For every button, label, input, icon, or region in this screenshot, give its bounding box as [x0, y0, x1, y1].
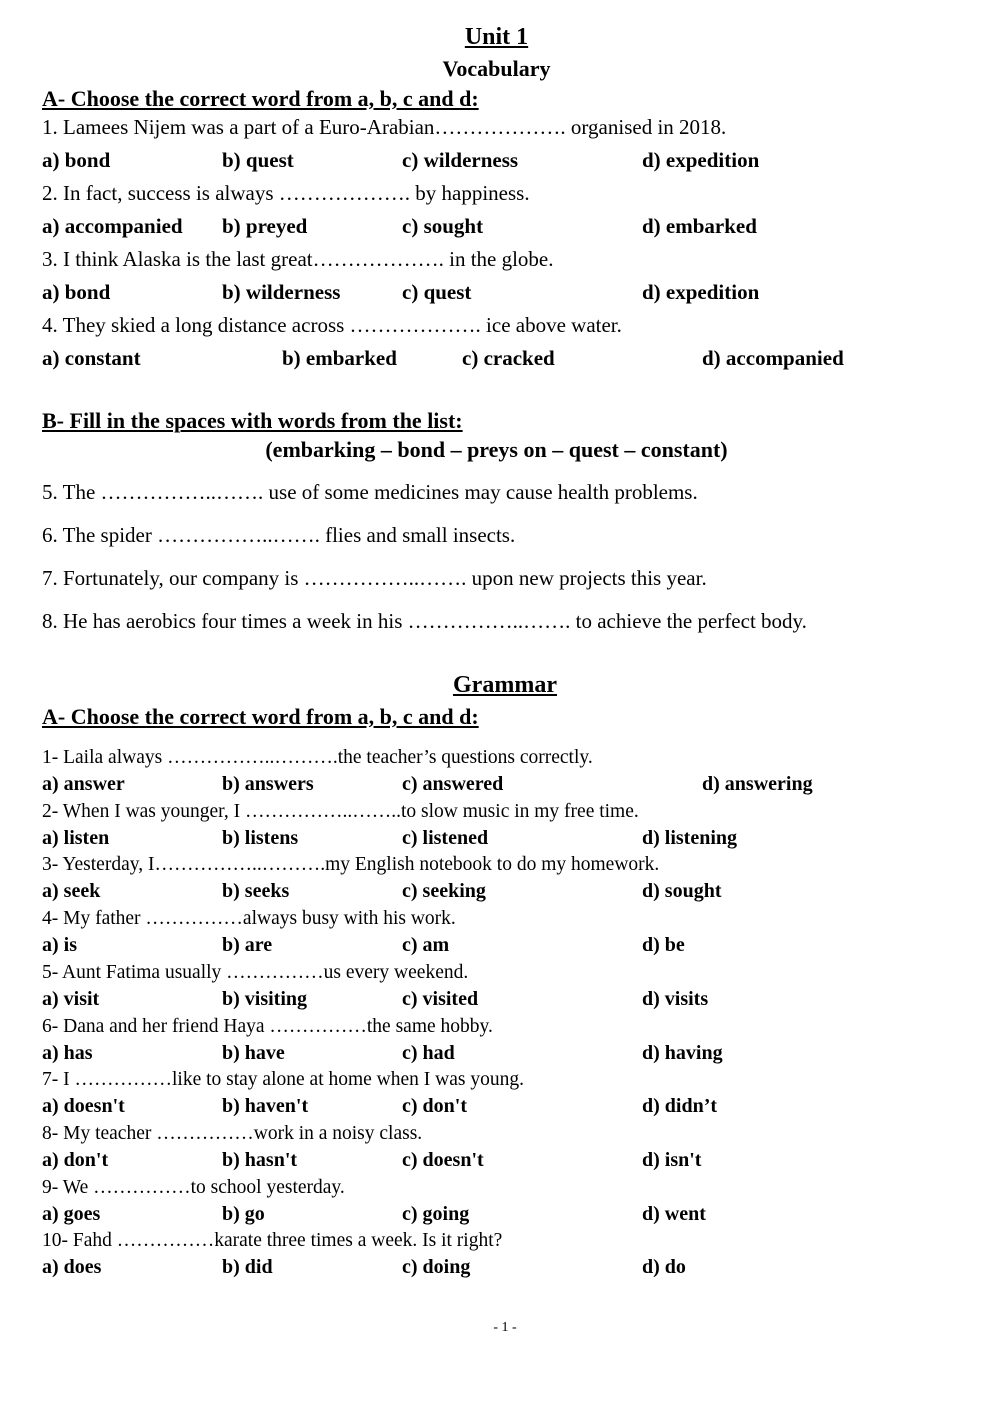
option-d: d) didn’t [642, 1095, 718, 1118]
option-b: b) are [222, 934, 273, 957]
grammar-question: 10- Fahd ……………karate three times a week. Is it right? [42, 1230, 503, 1252]
option-a: a) goes [42, 1202, 101, 1225]
option-c: c) wilderness [402, 148, 519, 172]
option-b: b) wilderness [222, 280, 341, 304]
option-c: c) doesn't [402, 1148, 484, 1171]
option-b: b) quest [222, 148, 294, 172]
vocab-question: 1. Lamees Nijem was a part of a Euro-Arabian………………. organised in 2018. [42, 115, 727, 139]
grammar-question: 2- When I was younger, I ……………..……..to slow music in my free time. [42, 800, 639, 822]
grammar-question: 5- Aunt Fatima usually ……………us every weekend. [42, 961, 469, 983]
option-c: c) cracked [462, 346, 555, 370]
option-a: a) listen [42, 826, 110, 849]
option-a: a) constant [42, 346, 141, 370]
option-b: b) preyed [222, 214, 308, 238]
option-d: d) accompanied [702, 346, 844, 370]
option-c: c) doing [402, 1256, 471, 1279]
option-d: d) isn't [642, 1148, 702, 1171]
option-d: d) having [642, 1041, 723, 1064]
unit-title: Unit 1 [464, 24, 529, 50]
option-d: d) went [642, 1202, 706, 1225]
option-c: c) listened [402, 826, 489, 849]
fill-sentence: 8. He has aerobics four times a week in his ……………..……. to achieve the perfect body. [42, 609, 807, 633]
option-a: a) doesn't [42, 1095, 125, 1118]
option-a: a) has [42, 1041, 93, 1064]
option-a: a) seek [42, 880, 101, 903]
option-d: d) sought [642, 880, 722, 903]
grammar-question: 3- Yesterday, I……………..……….my English notebook to do my homework. [42, 854, 660, 876]
fill-sentence: 7. Fortunately, our company is ……………..……. upon new projects this year. [42, 566, 707, 590]
option-d: d) embarked [642, 214, 757, 238]
grammar-question: 4- My father ……………always busy with his work. [42, 908, 456, 930]
option-c: c) quest [402, 280, 472, 304]
option-b: b) did [222, 1256, 273, 1279]
option-d: d) do [642, 1256, 686, 1279]
word-list: (embarking – bond – preys on – quest – constant) [265, 437, 728, 462]
grammar-question: 7- I ……………like to stay alone at home when I was young. [42, 1069, 524, 1091]
option-a: a) answer [42, 773, 125, 795]
option-d: d) expedition [642, 148, 760, 172]
option-c: c) had [402, 1041, 455, 1064]
fill-sentence: 6. The spider ……………..……. flies and small insects. [42, 523, 516, 547]
option-a: a) is [42, 934, 77, 957]
option-a: a) accompanied [42, 214, 183, 238]
page-number: - 1 - [493, 1320, 517, 1335]
vocab-question: 4. They skied a long distance across ………………. ice above water. [42, 313, 622, 337]
option-d: d) answering [702, 773, 813, 795]
vocabulary-title: Vocabulary [442, 56, 551, 81]
option-a: a) does [42, 1256, 102, 1279]
option-b: b) have [222, 1041, 285, 1064]
option-d: d) be [642, 934, 685, 957]
vocab-question: 2. In fact, success is always ………………. by happiness. [42, 181, 530, 205]
vocab-a-heading: A- Choose the correct word from a, b, c and d: [42, 86, 479, 111]
option-c: c) don't [402, 1095, 467, 1118]
vocab-b-heading: B- Fill in the spaces with words from the list: [42, 408, 463, 433]
grammar-question: 6- Dana and her friend Haya ……………the same hobby. [42, 1015, 493, 1037]
grammar-question: 8- My teacher ……………work in a noisy class. [42, 1122, 423, 1144]
option-b: b) visiting [222, 987, 308, 1010]
option-b: b) seeks [222, 880, 290, 903]
option-a: a) bond [42, 280, 111, 304]
option-a: a) don't [42, 1148, 109, 1171]
option-b: b) answers [222, 773, 314, 795]
option-c: c) seeking [402, 880, 486, 903]
grammar-question: 9- We ……………to school yesterday. [42, 1176, 345, 1198]
option-b: b) go [222, 1202, 265, 1225]
fill-sentence: 5. The ……………..……. use of some medicines may cause health problems. [42, 480, 698, 504]
option-a: a) bond [42, 148, 111, 172]
option-b: b) listens [222, 826, 299, 849]
grammar-question: 1- Laila always ……………..……….the teacher’s questions correctly. [42, 747, 593, 768]
option-c: c) sought [402, 214, 484, 238]
grammar-heading: A- Choose the correct word from a, b, c and d: [42, 704, 479, 729]
option-b: b) hasn't [222, 1148, 298, 1171]
option-a: a) visit [42, 987, 100, 1010]
option-d: d) visits [642, 987, 709, 1010]
option-d: d) listening [642, 826, 738, 849]
option-c: c) visited [402, 987, 479, 1010]
grammar-title: Grammar [453, 672, 557, 698]
option-c: c) going [402, 1202, 470, 1225]
vocab-question: 3. I think Alaska is the last great………………. in the globe. [42, 247, 554, 271]
option-d: d) expedition [642, 280, 760, 304]
option-b: b) haven't [222, 1095, 309, 1118]
option-b: b) embarked [282, 346, 397, 370]
option-c: c) answered [402, 773, 504, 795]
option-c: c) am [402, 934, 450, 957]
